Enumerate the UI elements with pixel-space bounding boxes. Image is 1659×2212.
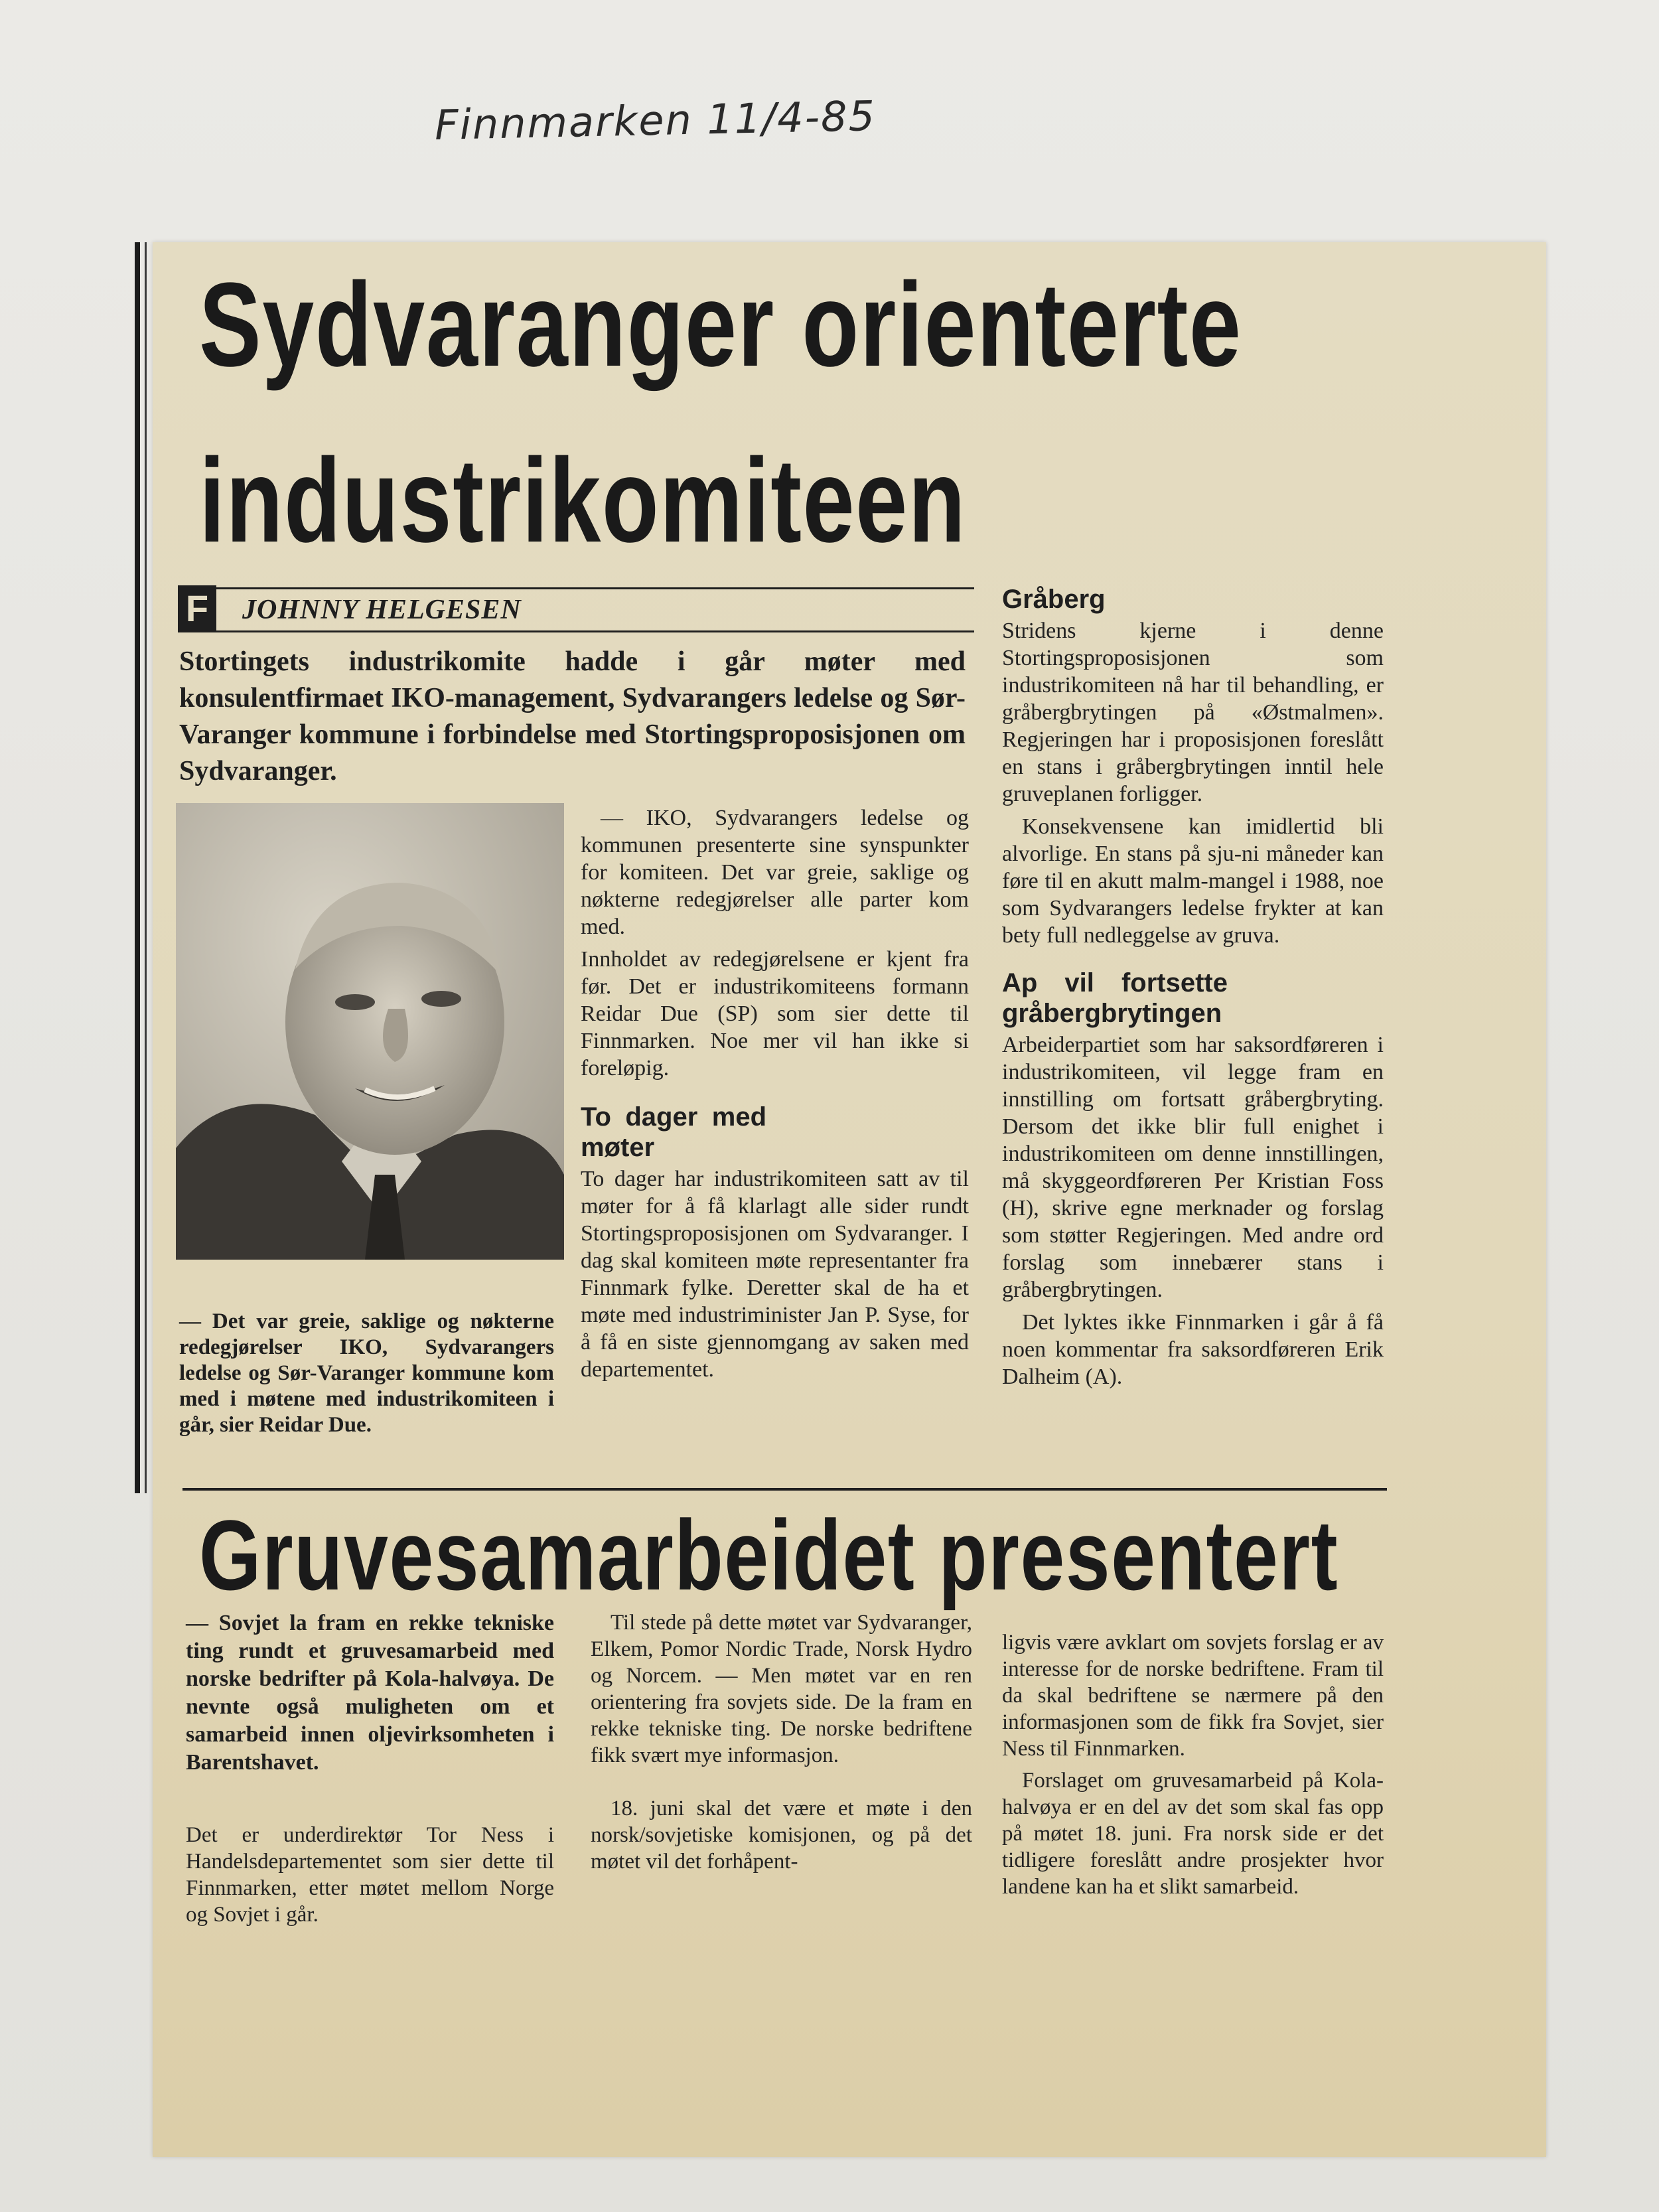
article1-col3-paragraph-1: Stridens kjerne i denne Stortingsproposisjonen som industrikomiteen nå har til behandling, er gråbergbrytingen på «Østmalmen». Regjeringen har i proposisjonen foreslått en stans i gråbergbrytingen inntil hele gruveplanen forligger.: [1002, 619, 1384, 806]
article2-column-3: [1002, 1629, 1384, 1905]
article2-col1-paragraph-1: Det er underdirektør Tor Ness i Handelsdepartementet som sier dette til Finnmarken, etter møtet mellom Norge og Sovjet i går.: [186, 1823, 554, 1927]
subhead-to-dager: To dager med møter: [581, 1102, 766, 1162]
byline-rule-bottom: [178, 630, 974, 632]
article1-col3-paragraph-3: Arbeiderpartiet som har saksordføreren i industrikomiteen, vil legge fram en innstilling om fortsatt gråbergbryting. Dersom det ikke blir full enighet i industrikomiteen om denne innstillingen, må skyggeordføreren Per Kristian Foss (H), skrive egne merknader og forslag som støtter Regjeringen. Med andre ord forslag som innebærer stans i gråbergbrytingen.: [1002, 1033, 1384, 1302]
subhead-ap-vil-fortsette: Ap vil fortsette gråbergbrytingen: [1002, 968, 1228, 1028]
photo-caption: — Det var greie, saklige og nøkterne redegjørelser IKO, Sydvarangers ledelse og Sør-Varanger kommune kom med i møtene med industrikomiteen i går, sier Reidar Due.: [179, 1309, 554, 1437]
article1-col2-paragraph-1: — IKO, Sydvarangers ledelse og kommunen presenterte sine synspunkter for komiteen. Det var greie, saklige og nøkterne redegjørelser alle parter kom med.: [581, 806, 969, 939]
article2-column-2: [591, 1609, 972, 1880]
article1-col2-paragraph-3: To dager har industrikomiteen satt av til møter for å få klarlagt alle sider rundt Stortingsproposisjonen om Sydvaranger. I dag skal komiteen møte representanter fra Finnmark fylke. Deretter skal de ha et møte med industriminister Jan P. Syse, for å få en siste gjennomgang av saken med departementet.: [581, 1167, 969, 1382]
subhead-graberg: Gråberg: [1002, 585, 1106, 614]
article2-col2-paragraph-1: Til stede på dette møtet var Sydvaranger, Elkem, Pomor Nordic Trade, Norsk Hydro og Norcem. — Men møtet var en ren orientering fra sovjets side. De la fram en rekke tekniske ting. De norske bedriftene fikk svært mye informasjon.: [591, 1611, 972, 1767]
byline-initial-badge: F: [178, 585, 216, 632]
article1-col2-paragraph-2: Innholdet av redegjørelsene er kjent fra før. Det er industrikomiteens formann Reidar Due (SP) som sier dette til Finnmarken. Noe mer vil han ikke si foreløpig.: [581, 947, 969, 1080]
portrait-photo: [176, 803, 564, 1260]
byline-author: JOHNNY HELGESEN: [242, 595, 522, 625]
article1-column-3: [1002, 579, 1384, 1396]
article1-col3-paragraph-2: Konsekvensene kan imidlertid bli alvorlige. En stans på sju-ni måneder kan føre til en akutt malm-mangel i 1988, noe som Sydvarangers ledelse frykter at kan bety full nedleggelse av gruva.: [1002, 814, 1384, 948]
article2-headline: Gruvesamarbeidet presentert: [199, 1499, 1339, 1611]
article1-headline-line2: industrikomiteen: [199, 434, 967, 567]
article1-col3-paragraph-4: Det lyktes ikke Finnmarken i går å få noen kommentar fra saksordføreren Erik Dalheim (A).: [1002, 1310, 1384, 1389]
clipping-left-border-inner: [145, 242, 147, 1493]
portrait-photo-image: [176, 803, 564, 1260]
article1-headline-line1: Sydvaranger orienterte: [199, 258, 1242, 392]
clipping-left-border: [135, 242, 140, 1493]
article2-col2-paragraph-2: 18. juni skal det være et møte i den norsk/sovjetiske komisjonen, og på det møtet vil det forhåpent-: [591, 1797, 972, 1874]
article2-col3-paragraph-2: Forslaget om gruvesamarbeid på Kola-halvøya er en del av det som skal fas opp på møtet 18. juni. Fra norsk side er det tidligere foreslått andre prosjekter hvor landene kan ha et slikt samarbeid.: [1002, 1769, 1384, 1899]
handwritten-note: Finnmarken 11/4-85: [434, 92, 877, 149]
article2-column-1: [186, 1822, 554, 1933]
article2-col3-paragraph-1: ligvis være avklart om sovjets forslag er av interesse for de norske bedriftene. Fram til da skal bedriftene se nærmere på den informasjonen som de fikk fra Sovjet, sier Ness til Finnmarken.: [1002, 1631, 1384, 1761]
section-divider: [182, 1488, 1387, 1491]
byline-rule-top: [178, 587, 974, 589]
article1-lead: Stortingets industrikomite hadde i går møter med konsulentfirmaet IKO-management, Sydvarangers ledelse og Sør-Varanger kommune i forbindelse med Stortingsproposisjonen om Sydvaranger.: [179, 646, 966, 786]
article1-column-2: [581, 804, 969, 1388]
article2-lead: — Sovjet la fram en rekke tekniske ting rundt et gruvesamarbeid med norske bedrifter på Kola-halvøya. De nevnte også muligheten om et samarbeid innen oljevirksomheten i Barentshavet.: [186, 1611, 554, 1775]
